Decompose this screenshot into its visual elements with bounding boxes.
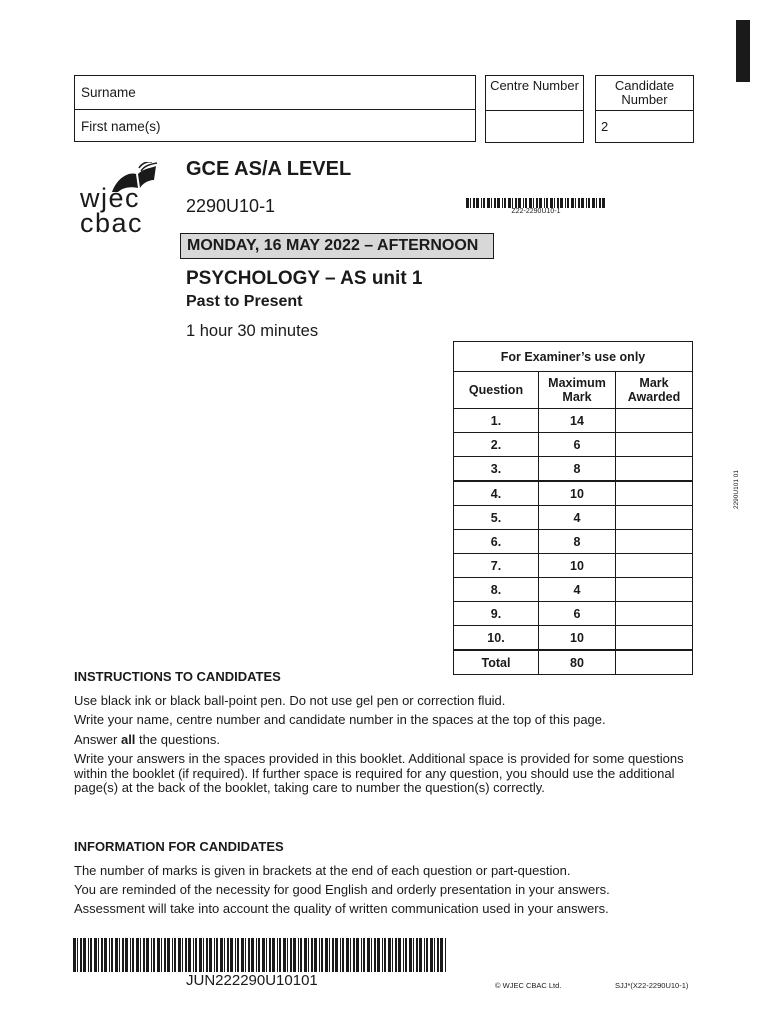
main-barcode-text: JUN222290U10101	[186, 972, 318, 989]
candidate-number-field[interactable]: 2	[601, 119, 609, 134]
maximum-mark: 6	[539, 433, 616, 457]
instruction-line: Use black ink or black ball-point pen. Do not use gel pen or correction fluid.	[74, 693, 506, 708]
table-row	[454, 409, 693, 433]
question-number: 2.	[454, 433, 539, 457]
table-row	[454, 481, 693, 506]
table-row	[454, 578, 693, 602]
document-reference: SJJ*(X22-2290U10-1)	[615, 981, 689, 990]
side-code-line2: 01	[733, 470, 740, 478]
mark-awarded-cell[interactable]	[616, 457, 693, 482]
main-barcode	[73, 938, 447, 972]
centre-number-label: Centre Number	[486, 76, 583, 111]
logo-line-cbac: cbac	[80, 208, 144, 238]
small-barcode	[466, 198, 606, 208]
mark-awarded-cell[interactable]	[616, 481, 693, 506]
total-maximum-mark: 80	[539, 650, 616, 675]
maximum-mark: 10	[539, 554, 616, 578]
first-name-label: First name(s)	[81, 118, 161, 134]
question-number: 1.	[454, 409, 539, 433]
maximum-mark: 10	[539, 481, 616, 506]
maximum-mark: 14	[539, 409, 616, 433]
instruction-text: the questions.	[135, 732, 220, 747]
maximum-mark: 4	[539, 506, 616, 530]
maximum-mark: 6	[539, 602, 616, 626]
table-row	[454, 626, 693, 651]
side-paper-code	[733, 470, 745, 509]
paper-title: Past to Present	[186, 293, 303, 310]
question-number: 9.	[454, 602, 539, 626]
table-row	[454, 554, 693, 578]
mark-awarded-cell[interactable]	[616, 578, 693, 602]
instruction-emphasis: all	[120, 732, 136, 747]
total-awarded-cell[interactable]	[616, 650, 693, 675]
unit-code: 2290U10-1	[186, 196, 276, 216]
logo-line-wjec: wjec	[80, 183, 141, 213]
instruction-text: Answer	[74, 732, 121, 747]
maximum-mark: 8	[539, 457, 616, 482]
first-name-field[interactable]	[75, 109, 475, 142]
question-number: 8.	[454, 578, 539, 602]
candidate-name-box	[74, 75, 476, 142]
mark-awarded-cell[interactable]	[616, 506, 693, 530]
surname-field[interactable]	[75, 76, 475, 109]
question-number: 5.	[454, 506, 539, 530]
instruction-paragraph: Write your answers in the spaces provided in this booklet. Additional space is provided for some questions within the booklet (if required). If further space is required for any question, you should use the additional page(s) at the back of the booklet, taking care to number the question(s) correctly.	[74, 751, 684, 795]
instruction-line: Write your name, centre number and candidate number in the spaces at the top of this page.	[74, 712, 606, 727]
information-line: Assessment will take into account the quality of written communication used in your answers.	[74, 901, 609, 916]
maximum-mark: 10	[539, 626, 616, 651]
centre-number-box	[485, 75, 584, 143]
mark-awarded-cell[interactable]	[616, 554, 693, 578]
table-row	[454, 506, 693, 530]
mark-awarded-cell[interactable]	[616, 409, 693, 433]
small-barcode-text: Z22-2290U10-1	[511, 208, 561, 215]
exam-duration: 1 hour 30 minutes	[186, 322, 319, 340]
question-number: 10.	[454, 626, 539, 651]
candidate-number-box	[595, 75, 694, 143]
information-line: You are reminded of the necessity for good English and orderly presentation in your answers.	[74, 882, 610, 897]
maximum-mark: 8	[539, 530, 616, 554]
exam-date: MONDAY, 16 MAY 2022 – AFTERNOON	[180, 233, 494, 259]
mark-awarded-cell[interactable]	[616, 626, 693, 651]
table-row	[454, 530, 693, 554]
total-row	[454, 650, 693, 675]
mark-awarded-cell[interactable]	[616, 433, 693, 457]
examiner-table-title: For Examiner’s use only	[454, 342, 693, 372]
centre-number-field[interactable]	[486, 111, 583, 143]
table-row	[454, 433, 693, 457]
copyright-notice: © WJEC CBAC Ltd.	[495, 981, 562, 990]
examiner-marks-table	[453, 341, 693, 675]
information-heading: INFORMATION FOR CANDIDATES	[74, 839, 284, 854]
instruction-line	[74, 733, 694, 748]
table-row	[454, 602, 693, 626]
subject-title: PSYCHOLOGY – AS unit 1	[186, 268, 423, 289]
table-row	[454, 457, 693, 482]
instructions-heading: INSTRUCTIONS TO CANDIDATES	[74, 669, 281, 684]
maximum-mark: 4	[539, 578, 616, 602]
mark-awarded-cell[interactable]	[616, 602, 693, 626]
question-number: 7.	[454, 554, 539, 578]
page-tab-mark	[736, 20, 750, 82]
question-number: 3.	[454, 457, 539, 482]
column-header-mark-awarded: Mark Awarded	[616, 372, 693, 409]
column-header-question: Question	[454, 372, 539, 409]
mark-awarded-cell[interactable]	[616, 530, 693, 554]
qualification-level: GCE AS/A LEVEL	[186, 158, 352, 180]
total-label: Total	[454, 650, 539, 675]
surname-label: Surname	[81, 85, 136, 100]
wjec-cbac-logo	[80, 183, 144, 238]
question-number: 4.	[454, 481, 539, 506]
column-header-maximum-mark: Maximum Mark	[539, 372, 616, 409]
candidate-number-label: Candidate Number	[596, 76, 693, 111]
side-code-line1: 2290U101	[733, 479, 740, 510]
information-line: The number of marks is given in brackets at the end of each question or part-question.	[74, 863, 571, 878]
question-number: 6.	[454, 530, 539, 554]
